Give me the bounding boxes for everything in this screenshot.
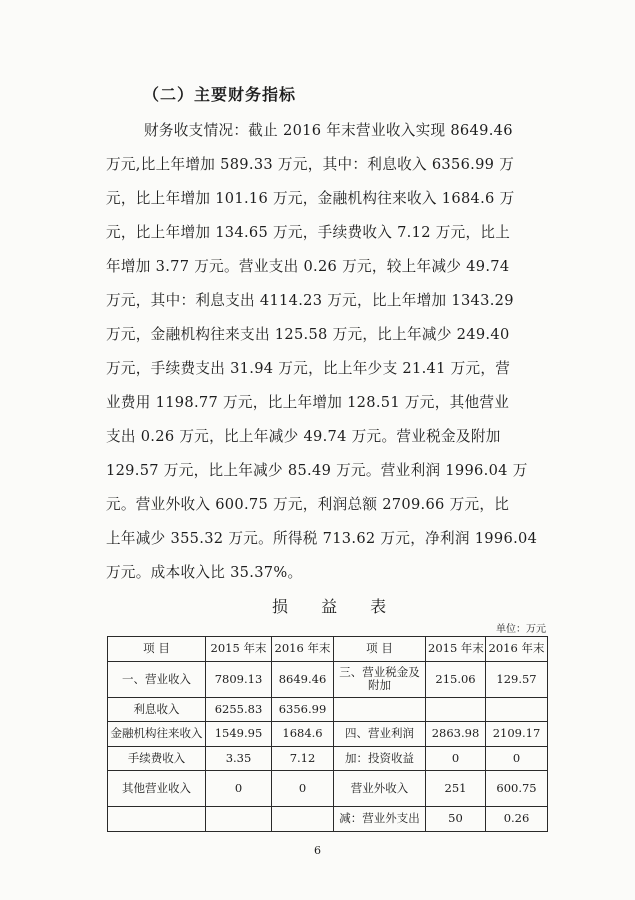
table-cell: 0 — [206, 771, 272, 807]
table-cell: 金融机构往来收入 — [108, 722, 206, 747]
table-header-cell: 项 目 — [334, 637, 426, 662]
table-cell: 129.57 — [486, 661, 548, 697]
table-cell: 其他营业收入 — [108, 771, 206, 807]
paragraph-line: 万元,比上年增加 589.33 万元，其中：利息收入 6356.99 万 — [106, 156, 515, 173]
paragraph-line: 万元。成本收入比 35.37%。 — [106, 564, 303, 581]
unit-label: 单位：万元 — [496, 624, 546, 635]
table-row — [108, 746, 548, 771]
table-cell — [486, 697, 548, 722]
table-cell: 加：投资收益 — [334, 746, 426, 771]
paragraph-line: 万元，金融机构往来支出 125.58 万元，比上年减少 249.40 — [106, 326, 510, 343]
table-cell: 营业外收入 — [334, 771, 426, 807]
table-cell: 2863.98 — [426, 722, 486, 747]
paragraph-line: 元。营业外收入 600.75 万元，利润总额 2709.66 万元，比 — [106, 496, 510, 513]
table-cell — [334, 697, 426, 722]
paragraph-line: 129.57 万元，比上年减少 85.49 万元。营业利润 1996.04 万 — [106, 462, 528, 479]
income-statement-table — [107, 636, 548, 832]
table-header-cell: 2016 年末 — [486, 637, 548, 662]
table-header-row — [108, 637, 548, 662]
table-cell — [108, 807, 206, 832]
table-cell — [426, 697, 486, 722]
table-cell: 减：营业外支出 — [334, 807, 426, 832]
table-cell: 8649.46 — [272, 661, 334, 697]
table-cell — [272, 807, 334, 832]
paragraph-line: 元，比上年增加 134.65 万元，手续费收入 7.12 万元，比上 — [106, 224, 511, 241]
table-cell: 600.75 — [486, 771, 548, 807]
table-cell: 50 — [426, 807, 486, 832]
table-cell: 1684.6 — [272, 722, 334, 747]
financial-summary-paragraph — [106, 120, 556, 596]
table-cell: 6356.99 — [272, 697, 334, 722]
table-cell: 利息收入 — [108, 697, 206, 722]
table-cell: 0.26 — [486, 807, 548, 832]
table-cell: 1549.95 — [206, 722, 272, 747]
paragraph-line: 业费用 1198.77 万元，比上年增加 128.51 万元，其他营业 — [106, 394, 510, 411]
table-cell: 0 — [426, 746, 486, 771]
paragraph-line: 年增加 3.77 万元。营业支出 0.26 万元，较上年减少 49.74 — [106, 258, 510, 275]
table-row — [108, 697, 548, 722]
table-cell: 6255.83 — [206, 697, 272, 722]
table-cell — [206, 807, 272, 832]
table-row — [108, 807, 548, 832]
paragraph-line: 万元，其中：利息支出 4114.23 万元，比上年增加 1343.29 — [106, 292, 514, 309]
table-cell: 手续费收入 — [108, 746, 206, 771]
table-cell: 0 — [272, 771, 334, 807]
table-row — [108, 661, 548, 697]
table-header-cell: 2016 年末 — [272, 637, 334, 662]
table-cell: 2109.17 — [486, 722, 548, 747]
page-number: 6 — [314, 844, 321, 857]
table-row — [108, 771, 548, 807]
table-header-cell: 2015 年末 — [426, 637, 486, 662]
table-cell: 3.35 — [206, 746, 272, 771]
table-cell: 一、营业收入 — [108, 661, 206, 697]
table-cell: 7809.13 — [206, 661, 272, 697]
table-header-cell: 2015 年末 — [206, 637, 272, 662]
table-cell: 215.06 — [426, 661, 486, 697]
paragraph-line: 财务收支情况：截止 2016 年末营业收入实现 8649.46 — [144, 122, 513, 139]
paragraph-line: 万元，手续费支出 31.94 万元，比上年少支 21.41 万元，营 — [106, 360, 511, 377]
paragraph-line: 元，比上年增加 101.16 万元，金融机构往来收入 1684.6 万 — [106, 190, 515, 207]
paragraph-line: 上年减少 355.32 万元。所得税 713.62 万元，净利润 1996.04 — [106, 530, 538, 547]
table-title: 损 益 表 — [272, 597, 401, 616]
table-header-cell: 项 目 — [108, 637, 206, 662]
table-cell: 四、营业利润 — [334, 722, 426, 747]
table-row — [108, 722, 548, 747]
table-cell: 0 — [486, 746, 548, 771]
table-cell: 三、营业税金及附加 — [334, 661, 426, 697]
paragraph-line: 支出 0.26 万元，比上年减少 49.74 万元。营业税金及附加 — [106, 428, 501, 445]
table-cell: 7.12 — [272, 746, 334, 771]
table-cell: 251 — [426, 771, 486, 807]
section-heading: （二）主要财务指标 — [143, 85, 297, 104]
